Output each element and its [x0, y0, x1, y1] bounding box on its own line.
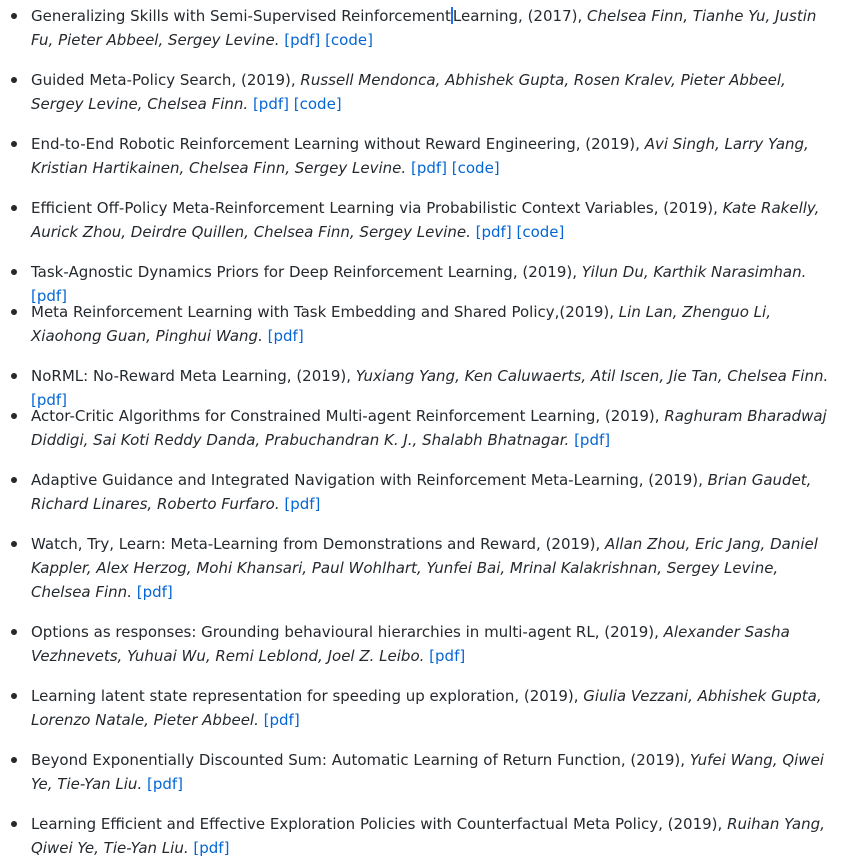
- paper-year: , (2019),: [620, 751, 690, 769]
- pdf-link[interactable]: [pdf]: [284, 31, 321, 49]
- paper-authors: Alexander Sasha Vezhnevets, Yuhuai Wu, Remi Leblond, Joel Z. Leibo.: [31, 623, 790, 665]
- paper-authors: Avi Singh, Larry Yang, Kristian Hartikainen, Chelsea Finn, Sergey Levine.: [31, 135, 809, 177]
- bullet-icon: [11, 373, 17, 379]
- paper-authors: Yuxiang Yang, Ken Caluwaerts, Atil Iscen, Jie Tan, Chelsea Finn.: [355, 367, 829, 385]
- pdf-link[interactable]: [pdf]: [410, 159, 447, 177]
- paper-title: NoRML: No-Reward Meta Learning: [31, 367, 287, 385]
- bullet-icon: [11, 77, 17, 83]
- pdf-link[interactable]: [pdf]: [31, 391, 68, 409]
- paper-title: Watch, Try, Learn: Meta-Learning from Demonstrations and Reward: [31, 535, 537, 553]
- paper-year: , (2019),: [286, 367, 356, 385]
- paper-title: Beyond Exponentially Discounted Sum: Automatic Learning of Return Function: [31, 751, 621, 769]
- paper-year: , (2019),: [594, 623, 664, 641]
- bullet-icon: [11, 269, 17, 275]
- paper-authors: Allan Zhou, Eric Jang, Daniel Kappler, Alex Herzog, Mohi Khansari, Paul Wohlhart, Yunfei Bai, Mrinal Kalakrishnan, Sergey Levine, Chelsea Finn.: [31, 535, 818, 601]
- paper-authors: Chelsea Finn, Tianhe Yu, Justin Fu, Pieter Abbeel, Sergey Levine.: [31, 7, 817, 49]
- bullet-icon: [11, 141, 17, 147]
- list-item: [0, 132, 844, 180]
- pdf-link[interactable]: [pdf]: [263, 711, 300, 729]
- code-link[interactable]: [code]: [293, 95, 342, 113]
- paper-title: Meta Reinforcement Learning with Task Embedding and Shared Policy: [31, 303, 555, 321]
- list-item: [0, 4, 844, 52]
- pdf-link[interactable]: [pdf]: [429, 647, 466, 665]
- list-item: [0, 300, 844, 348]
- paper-title: End-to-End Robotic Reinforcement Learning without Reward Engineering: [31, 135, 576, 153]
- paper-year: , (2019),: [512, 263, 582, 281]
- paper-year: , (2019),: [653, 199, 723, 217]
- paper-year: , (2019),: [638, 471, 708, 489]
- paper-title: Efficient Off-Policy Meta-Reinforcement Learning via Probabilistic Context Variables: [31, 199, 654, 217]
- paper-title: Learning Efficient and Effective Exploration Policies with Counterfactual Meta Policy: [31, 815, 659, 833]
- paper-year: , (2017),: [518, 7, 587, 25]
- paper-title: Generalizing Skills with Semi-Supervised Reinforcement: [31, 7, 451, 25]
- list-item: [0, 364, 844, 409]
- list-item: [0, 812, 844, 860]
- list-item: [0, 196, 844, 244]
- paper-authors: Giulia Vezzani, Abhishek Gupta, Lorenzo Natale, Pieter Abbeel.: [31, 687, 822, 729]
- pdf-link[interactable]: [pdf]: [574, 431, 611, 449]
- paper-title: Guided Meta-Policy Search: [31, 71, 232, 89]
- list-item: [0, 620, 844, 668]
- paper-authors: Raghuram Bharadwaj Diddigi, Sai Koti Reddy Danda, Prabuchandran K. J., Shalabh Bhatnagar.: [31, 407, 827, 449]
- pdf-link[interactable]: [pdf]: [136, 583, 173, 601]
- paper-year: , (2019),: [575, 135, 645, 153]
- paper-authors: Yufei Wang, Qiwei Ye, Tie-Yan Liu.: [31, 751, 824, 793]
- bullet-icon: [11, 205, 17, 211]
- pdf-link[interactable]: [pdf]: [475, 223, 512, 241]
- pdf-link[interactable]: [pdf]: [147, 775, 184, 793]
- bullet-icon: [11, 541, 17, 547]
- pdf-link[interactable]: [pdf]: [31, 287, 68, 305]
- list-item: [0, 684, 844, 732]
- list-item: [0, 748, 844, 796]
- paper-title: Adaptive Guidance and Integrated Navigation with Reinforcement Meta-Learning: [31, 471, 639, 489]
- paper-year: , (2019),: [536, 535, 605, 553]
- paper-authors: Lin Lan, Zhenguo Li, Xiaohong Guan, Pinghui Wang.: [31, 303, 771, 345]
- bullet-icon: [11, 477, 17, 483]
- bullet-icon: [11, 821, 17, 827]
- list-item: [0, 404, 844, 452]
- paper-year: , (2019),: [231, 71, 301, 89]
- bullet-icon: [11, 693, 17, 699]
- code-link[interactable]: [code]: [451, 159, 500, 177]
- paper-authors: Ruihan Yang, Qiwei Ye, Tie-Yan Liu.: [31, 815, 825, 857]
- pdf-link[interactable]: [pdf]: [193, 839, 230, 857]
- paper-title: Learning latent state representation for speeding up exploration: [31, 687, 515, 705]
- pdf-link[interactable]: [pdf]: [267, 327, 304, 345]
- paper-year: , (2019),: [514, 687, 584, 705]
- paper-year: ,(2019),: [554, 303, 619, 321]
- list-item: [0, 68, 844, 116]
- paper-title: Actor-Critic Algorithms for Constrained Multi-agent Reinforcement Learning: [31, 407, 596, 425]
- bullet-icon: [11, 757, 17, 763]
- bullet-icon: [11, 13, 17, 19]
- paper-title: Options as responses: Grounding behavioural hierarchies in multi-agent RL: [31, 623, 595, 641]
- list-item: [0, 468, 844, 516]
- paper-authors: Kate Rakelly, Aurick Zhou, Deirdre Quillen, Chelsea Finn, Sergey Levine.: [31, 199, 820, 241]
- paper-authors: Brian Gaudet, Richard Linares, Roberto Furfaro.: [31, 471, 812, 513]
- bullet-icon: [11, 309, 17, 315]
- pdf-link[interactable]: [pdf]: [284, 495, 321, 513]
- paper-title-end: Learning: [452, 7, 519, 25]
- paper-authors: Russell Mendonca, Abhishek Gupta, Rosen Kralev, Pieter Abbeel, Sergey Levine, Chelsea Finn.: [31, 71, 786, 113]
- bullet-icon: [11, 413, 17, 419]
- paper-authors: Yilun Du, Karthik Narasimhan.: [581, 263, 807, 281]
- code-link[interactable]: [code]: [325, 31, 373, 49]
- paper-year: , (2019),: [595, 407, 665, 425]
- code-link[interactable]: [code]: [516, 223, 565, 241]
- bullet-icon: [11, 629, 17, 635]
- paper-title: Task-Agnostic Dynamics Priors for Deep Reinforcement Learning: [31, 263, 513, 281]
- paper-year: , (2019),: [658, 815, 728, 833]
- list-item: [0, 532, 844, 604]
- pdf-link[interactable]: [pdf]: [252, 95, 289, 113]
- list-item: [0, 260, 844, 305]
